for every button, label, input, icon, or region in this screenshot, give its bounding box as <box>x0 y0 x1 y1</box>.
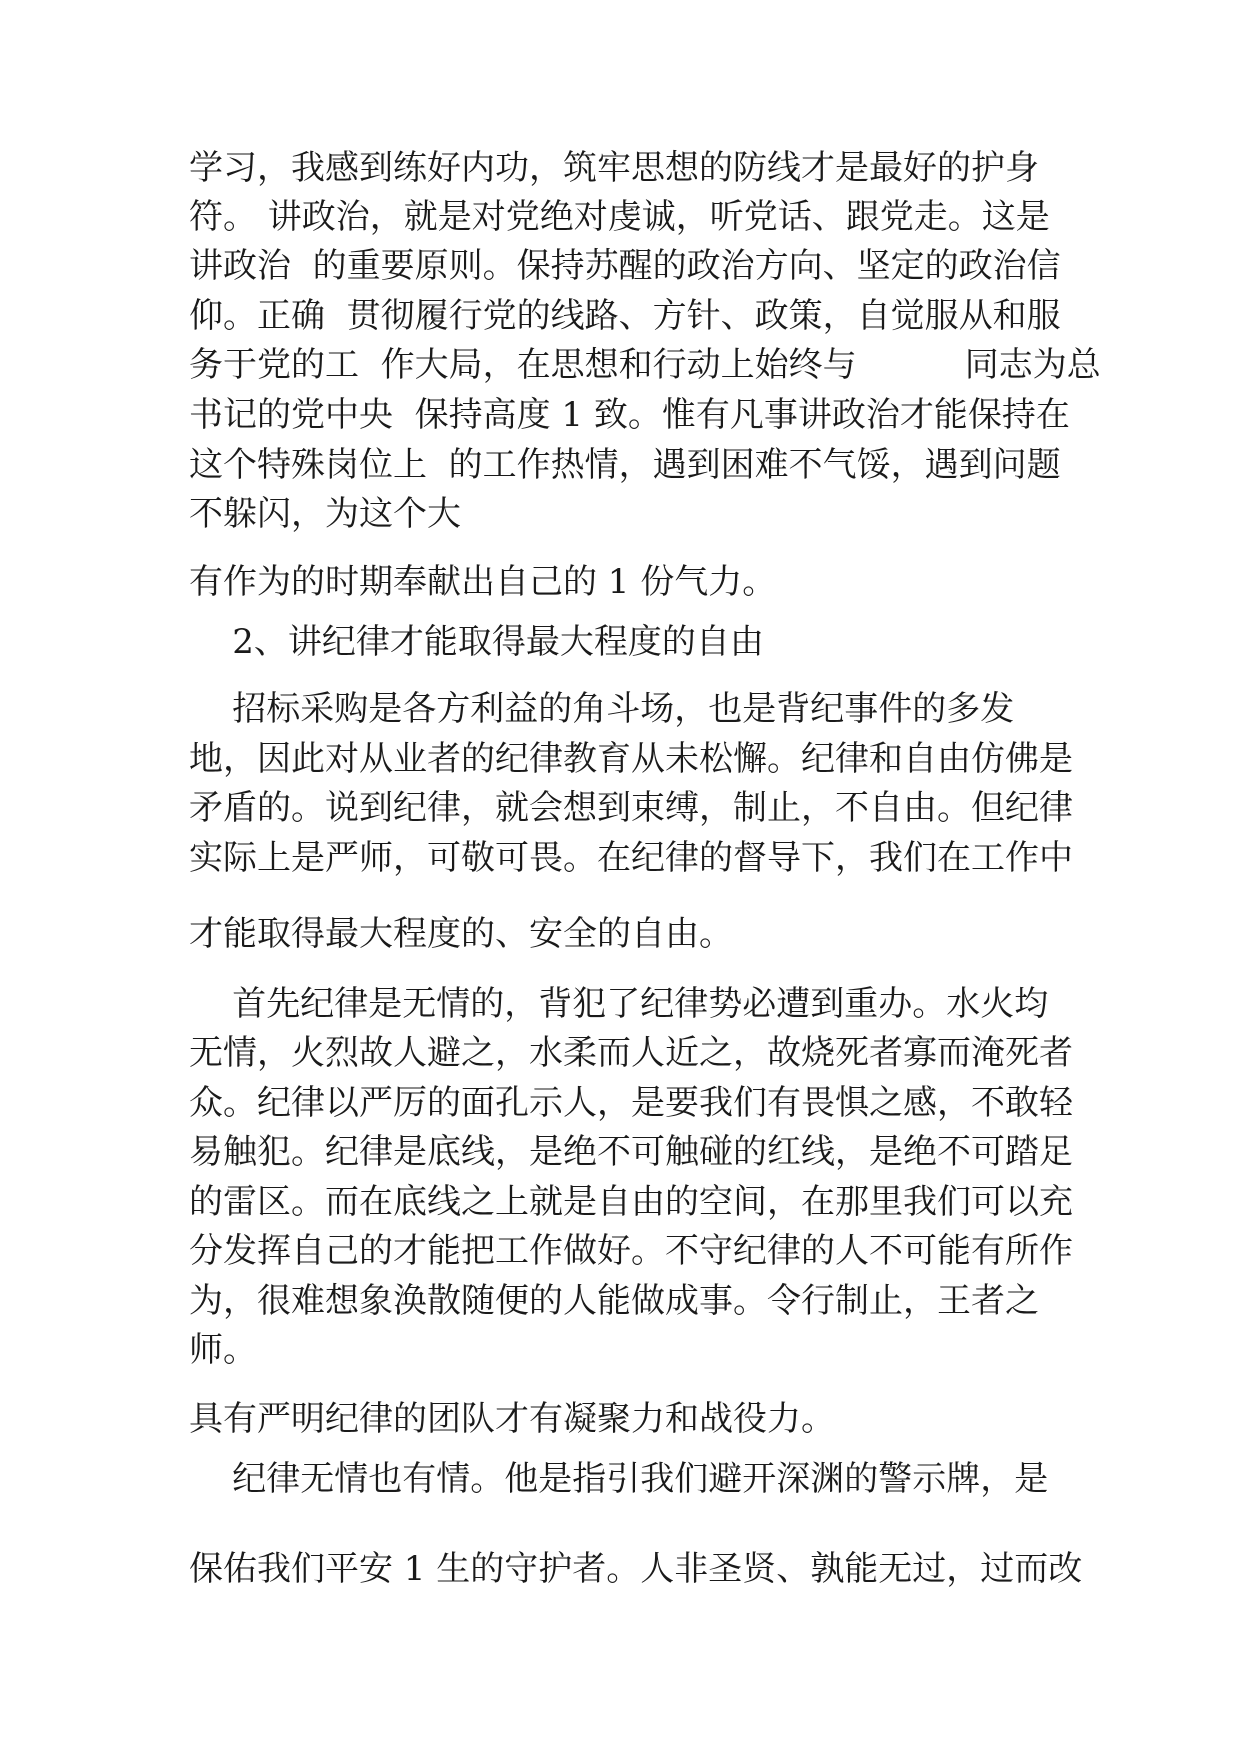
section-heading: 2、讲纪律才能取得最大程度的自由 <box>189 622 764 662</box>
text-line: 地，因此对从业者的纪律教育从未松懈。纪律和自由仿佛是 <box>189 739 1073 779</box>
text-line: 矛盾的。说到纪律，就会想到束缚，制止，不自由。但纪律 <box>189 788 1073 828</box>
text-line: 务于党的工 作大局，在思想和行动上始终与 同志为总 <box>189 345 1101 385</box>
text-line: 具有严明纪律的团队才有凝聚力和战役力。 <box>189 1399 835 1439</box>
text-line: 易触犯。纪律是底线，是绝不可触碰的红线，是绝不可踏足 <box>189 1132 1073 1172</box>
text-line: 才能取得最大程度的、安全的自由。 <box>189 914 733 954</box>
text-line: 的雷区。而在底线之上就是自由的空间，在那里我们可以充 <box>189 1182 1073 1222</box>
text-line: 符。 讲政治，就是对党绝对虔诚，听党话、跟党走。这是 <box>189 197 1050 237</box>
text-line: 仰。正确 贯彻履行党的线路、方针、政策，自觉服从和服 <box>189 296 1061 336</box>
text-line: 学习，我感到练好内功，筑牢思想的防线才是最好的护身 <box>189 148 1039 188</box>
text-line: 为，很难想象涣散随便的人能做成事。令行制止，王者之 <box>189 1281 1039 1321</box>
text-line: 实际上是严师，可敬可畏。在纪律的督导下，我们在工作中 <box>189 838 1073 878</box>
text-line: 不躲闪，为这个大 <box>189 494 461 534</box>
text-line: 分发挥自己的才能把工作做好。不守纪律的人不可能有所作 <box>189 1231 1073 1271</box>
text-line: 无情，火烈故人避之，水柔而人近之，故烧死者寡而淹死者 <box>189 1033 1073 1073</box>
text-line: 师。 <box>189 1330 257 1370</box>
text-line: 首先纪律是无情的，背犯了纪律势必遭到重办。水火均 <box>189 984 1049 1024</box>
text-line: 纪律无情也有情。他是指引我们避开深渊的警示牌，是 <box>189 1459 1049 1499</box>
text-line: 有作为的时期奉献出自己的 1 份气力。 <box>189 562 777 602</box>
text-line: 众。纪律以严厉的面孔示人，是要我们有畏惧之感，不敢轻 <box>189 1083 1073 1123</box>
text-line: 招标采购是各方利益的角斗场，也是背纪事件的多发 <box>189 689 1015 729</box>
text-line: 保佑我们平安 1 生的守护者。人非圣贤、孰能无过，过而改 <box>189 1549 1083 1589</box>
text-line: 书记的党中央 保持高度 1 致。惟有凡事讲政治才能保持在 <box>189 395 1070 435</box>
text-line: 讲政治 的重要原则。保持苏醒的政治方向、坚定的政治信 <box>189 246 1061 286</box>
text-line: 这个特殊岗位上 的工作热情，遇到困难不气馁，遇到问题 <box>189 445 1061 485</box>
